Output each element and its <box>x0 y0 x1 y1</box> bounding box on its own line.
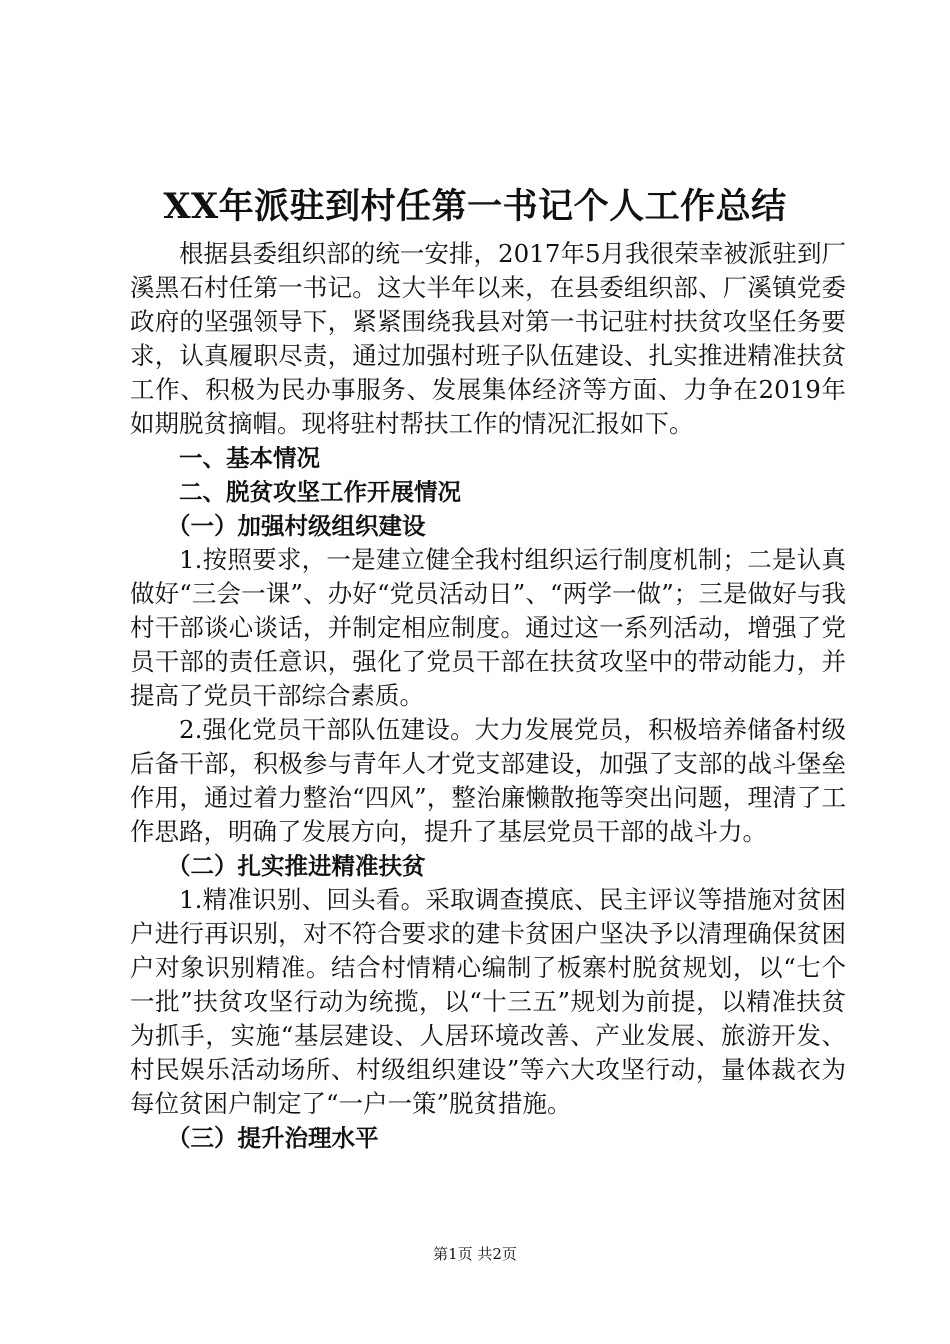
intro-paragraph: 根据县委组织部的统一安排，2017年5月我很荣幸被派驻到厂溪黑石村任第一书记。这大半年以来，在县委组织部、厂溪镇党委政府的坚强领导下，紧紧围绕我县对第一书记驻村扶贫攻坚任务要求，认真履职尽责，通过加强村班子队伍建设、扎实推进精准扶贫工作、积极为民办事服务、发展集体经济等方面、力争在2019年如期脱贫摘帽。现将驻村帮扶工作的情况汇报如下。 <box>130 239 846 438</box>
page-footer: 第1页 共2页 <box>433 1245 517 1263</box>
subsection-heading-governance: （三）提升治理水平 <box>167 1124 379 1152</box>
paragraph-organization-2: 2.强化党员干部队伍建设。大力发展党员，积极培养储备村级后备干部，积极参与青年人才党支部建设，加强了支部的战斗堡垒作用，通过着力整治“四风”，整治廉懒散拖等突出问题，理清了工作思路，明确了发展方向，提升了基层党员干部的战斗力。 <box>130 715 846 846</box>
paragraph-precision-1: 1.精准识别、回头看。采取调查摸底、民主评议等措施对贫困户进行再识别，对不符合要求的建卡贫困户坚决予以清理确保贫困户对象识别精准。结合村情精心编制了板寨村脱贫规划，以“七个一批”扶贫攻坚行动为统揽，以“十三五”规划为前提，以精准扶贫为抓手，实施“基层建设、人居环境改善、产业发展、旅游开发、村民娱乐活动场所、村级组织建设”等六大攻坚行动，量体裁衣为每位贫困户制定了“一户一策”脱贫措施。 <box>130 885 846 1118</box>
document-title: XX年派驻到村任第一书记个人工作总结 <box>163 186 787 227</box>
paragraph-organization-1: 1.按照要求，一是建立健全我村组织运行制度机制；二是认真做好“三会一课”、办好“党员活动日”、“两学一做”；三是做好与我村干部谈心谈话，并制定相应制度。通过这一系列活动，增强了党员干部的责任意识，强化了党员干部在扶贫攻坚中的带动能力，并提高了党员干部综合素质。 <box>130 545 846 710</box>
subsection-heading-precision: （二）扎实推进精准扶贫 <box>167 852 426 880</box>
section-heading-basic: 一、基本情况 <box>179 444 320 472</box>
section-heading-poverty: 二、脱贫攻坚工作开展情况 <box>179 478 461 506</box>
document-body <box>130 237 846 1155</box>
subsection-heading-organization: （一）加强村级组织建设 <box>167 512 426 540</box>
